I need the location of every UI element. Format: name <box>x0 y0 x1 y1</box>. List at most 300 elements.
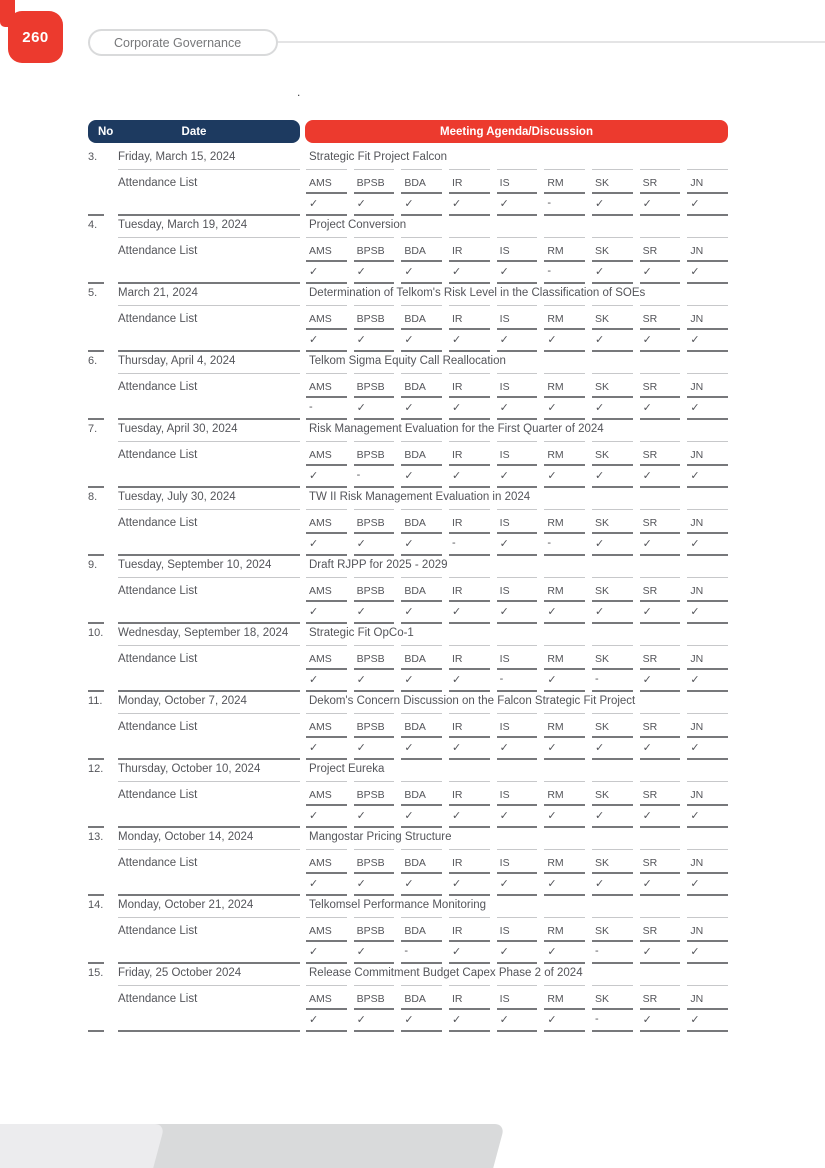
attendee-code: BPSB <box>354 993 395 1010</box>
meeting-block <box>88 149 728 216</box>
present-check-mark: ✓ <box>309 470 319 482</box>
attendance-marks <box>306 806 728 826</box>
separator-seg <box>497 350 538 352</box>
page-number-badge <box>8 11 63 63</box>
attendee-code: IS <box>497 449 538 466</box>
attendee-code: RM <box>544 653 585 670</box>
attendee-code: SR <box>640 245 681 262</box>
separator-seg <box>687 418 728 420</box>
separator-seg <box>306 758 347 760</box>
agenda-underline-seg <box>449 625 490 646</box>
agenda-underline-seg <box>592 761 633 782</box>
separator-seg <box>401 1030 442 1032</box>
agenda-underline-seg <box>592 829 633 850</box>
attendee-code: SR <box>640 653 681 670</box>
present-check-mark: ✓ <box>642 946 652 958</box>
separator-no-seg <box>88 350 104 352</box>
meeting-date: Thursday, October 10, 2024 <box>118 761 300 782</box>
separator-no-seg <box>88 214 104 216</box>
separator-seg <box>640 962 681 964</box>
separator-seg <box>687 962 728 964</box>
separator-seg <box>354 962 395 964</box>
attendee-code: AMS <box>306 653 347 670</box>
separator-gap <box>104 758 118 760</box>
present-check-mark: ✓ <box>595 878 605 890</box>
attendee-codes <box>306 245 728 262</box>
attendee-code: IS <box>497 245 538 262</box>
absent-mark: - <box>499 673 504 685</box>
agenda-underline-seg <box>640 557 681 578</box>
meeting-block <box>88 829 728 896</box>
present-check-mark: ✓ <box>642 878 652 890</box>
present-check-mark: ✓ <box>595 402 605 414</box>
attendee-code: BPSB <box>354 177 395 194</box>
attendee-code: RM <box>544 925 585 942</box>
meeting-agenda: Release Commitment Budget Capex Phase 2 of 2024 <box>309 967 583 979</box>
attendance-header-row <box>88 170 728 194</box>
attendee-code: IR <box>449 449 490 466</box>
separator-seg <box>449 690 490 692</box>
present-check-mark: ✓ <box>404 470 414 482</box>
separator-seg <box>544 690 585 692</box>
attendee-code: AMS <box>306 245 347 262</box>
attendee-code: IS <box>497 585 538 602</box>
separator-agenda-segs <box>306 1030 728 1032</box>
attendee-code: BDA <box>401 449 442 466</box>
agenda-row <box>88 489 728 510</box>
attendance-header-row <box>88 714 728 738</box>
separator-seg <box>306 350 347 352</box>
agenda-row <box>88 353 728 374</box>
separator-agenda-segs <box>306 486 728 488</box>
present-check-mark: ✓ <box>452 606 462 618</box>
agenda-cell <box>306 557 728 578</box>
present-check-mark: ✓ <box>309 198 319 210</box>
attendance-header-row <box>88 374 728 398</box>
meeting-block <box>88 693 728 760</box>
separator-seg <box>640 758 681 760</box>
attendee-code: RM <box>544 993 585 1010</box>
attendee-code: JN <box>687 721 728 738</box>
present-check-mark: ✓ <box>595 606 605 618</box>
stray-mark: . <box>297 85 301 99</box>
agenda-underline-seg <box>449 761 490 782</box>
agenda-cell <box>306 761 728 782</box>
present-check-mark: ✓ <box>547 334 557 346</box>
attendee-codes <box>306 653 728 670</box>
attendee-code: RM <box>544 449 585 466</box>
separator-date-seg <box>118 622 300 624</box>
attendee-code: BDA <box>401 177 442 194</box>
attendee-code: BDA <box>401 857 442 874</box>
present-check-mark: ✓ <box>404 606 414 618</box>
block-separator <box>88 418 728 420</box>
separator-agenda-segs <box>306 758 728 760</box>
attendance-marks-row <box>88 466 728 486</box>
attendee-code: SK <box>592 381 633 398</box>
attendee-codes <box>306 789 728 806</box>
no-spacer <box>88 534 104 554</box>
attendee-code: BPSB <box>354 313 395 330</box>
separator-seg <box>640 350 681 352</box>
attendee-codes <box>306 177 728 194</box>
attendance-marks-row <box>88 806 728 826</box>
separator-agenda-segs <box>306 282 728 284</box>
no-spacer <box>88 806 104 826</box>
attendee-code: SR <box>640 925 681 942</box>
meeting-agenda: Telkomsel Performance Monitoring <box>309 899 487 911</box>
attendee-code: IS <box>497 721 538 738</box>
page-number: 260 <box>22 28 49 46</box>
separator-gap <box>104 1030 118 1032</box>
row-number: 9. <box>88 559 98 571</box>
agenda-row <box>88 761 728 782</box>
agenda-row <box>88 693 728 714</box>
agenda-cell <box>306 217 728 238</box>
present-check-mark: ✓ <box>642 470 652 482</box>
present-check-mark: ✓ <box>690 946 700 958</box>
no-spacer <box>88 738 104 758</box>
date-spacer <box>118 602 300 622</box>
present-check-mark: ✓ <box>547 606 557 618</box>
attendee-code: RM <box>544 585 585 602</box>
date-spacer <box>118 194 300 214</box>
agenda-underline-seg <box>640 285 681 306</box>
separator-seg <box>401 690 442 692</box>
present-check-mark: ✓ <box>356 1014 366 1026</box>
separator-seg <box>497 962 538 964</box>
no-spacer <box>88 942 104 962</box>
attendee-codes <box>306 857 728 874</box>
attendee-code: JN <box>687 925 728 942</box>
present-check-mark: ✓ <box>499 1014 509 1026</box>
separator-seg <box>544 894 585 896</box>
attendee-code: IS <box>497 313 538 330</box>
no-spacer <box>88 466 104 486</box>
agenda-underline-seg <box>497 149 538 170</box>
table-body <box>88 149 728 1032</box>
separator-seg <box>592 1030 633 1032</box>
present-check-mark: ✓ <box>499 266 509 278</box>
present-check-mark: ✓ <box>690 266 700 278</box>
present-check-mark: ✓ <box>547 470 557 482</box>
meeting-agenda: Risk Management Evaluation for the First Quarter of 2024 <box>309 423 604 435</box>
present-check-mark: ✓ <box>690 198 700 210</box>
separator-date-seg <box>118 350 300 352</box>
separator-seg <box>544 826 585 828</box>
attendee-code: AMS <box>306 721 347 738</box>
meeting-date: Tuesday, March 19, 2024 <box>118 217 300 238</box>
agenda-underline-seg <box>544 761 585 782</box>
agenda-underline-seg <box>449 149 490 170</box>
separator-seg <box>354 622 395 624</box>
present-check-mark: ✓ <box>309 334 319 346</box>
attendee-code: IR <box>449 313 490 330</box>
attendee-code: SR <box>640 789 681 806</box>
separator-date-seg <box>118 894 300 896</box>
separator-seg <box>354 758 395 760</box>
attendance-marks-row <box>88 670 728 690</box>
attendee-code: SK <box>592 721 633 738</box>
attendee-code: BPSB <box>354 721 395 738</box>
attendee-code: SR <box>640 381 681 398</box>
agenda-underline-seg <box>640 489 681 510</box>
agenda-underline-seg <box>592 965 633 986</box>
meeting-block <box>88 761 728 828</box>
meeting-date: Wednesday, September 18, 2024 <box>118 625 300 646</box>
present-check-mark: ✓ <box>452 878 462 890</box>
agenda-underline-seg <box>640 625 681 646</box>
agenda-cell <box>306 625 728 646</box>
attendee-code: IR <box>449 381 490 398</box>
attendance-label: Attendance List <box>118 857 198 869</box>
absent-mark: - <box>547 197 551 209</box>
separator-gap <box>104 214 118 216</box>
attendee-code: JN <box>687 585 728 602</box>
present-check-mark: ✓ <box>547 742 557 754</box>
attendance-header-row <box>88 306 728 330</box>
absent-mark: - <box>452 537 456 549</box>
separator-seg <box>401 350 442 352</box>
separator-seg <box>687 282 728 284</box>
separator-agenda-segs <box>306 554 728 556</box>
present-check-mark: ✓ <box>356 742 366 754</box>
agenda-underline-seg <box>401 761 442 782</box>
attendance-label: Attendance List <box>118 721 198 733</box>
separator-seg <box>497 1030 538 1032</box>
present-check-mark: ✓ <box>404 674 414 686</box>
separator-date-seg <box>118 690 300 692</box>
agenda-underline-seg <box>640 421 681 442</box>
agenda-underline-seg <box>401 217 442 238</box>
attendee-code: RM <box>544 857 585 874</box>
separator-seg <box>497 622 538 624</box>
row-number: 15. <box>88 967 104 979</box>
block-separator <box>88 894 728 896</box>
agenda-underline-seg <box>687 149 728 170</box>
present-check-mark: ✓ <box>642 538 652 550</box>
separator-seg <box>401 962 442 964</box>
separator-seg <box>497 894 538 896</box>
present-check-mark: ✓ <box>642 402 652 414</box>
agenda-row <box>88 217 728 238</box>
separator-agenda-segs <box>306 894 728 896</box>
agenda-underline-seg <box>592 149 633 170</box>
meeting-date: Tuesday, July 30, 2024 <box>118 489 300 510</box>
agenda-row <box>88 897 728 918</box>
agenda-row <box>88 625 728 646</box>
present-check-mark: ✓ <box>309 674 319 686</box>
date-spacer <box>118 398 300 418</box>
separator-gap <box>104 826 118 828</box>
block-separator <box>88 826 728 828</box>
attendee-code: IR <box>449 517 490 534</box>
attendance-marks <box>306 1010 728 1030</box>
no-spacer <box>88 398 104 418</box>
separator-seg <box>401 486 442 488</box>
date-spacer <box>118 806 300 826</box>
present-check-mark: ✓ <box>499 198 509 210</box>
attendance-marks-row <box>88 262 728 282</box>
meeting-date: Friday, March 15, 2024 <box>118 149 300 170</box>
separator-seg <box>592 486 633 488</box>
separator-seg <box>449 622 490 624</box>
present-check-mark: ✓ <box>404 1014 414 1026</box>
agenda-underline-seg <box>687 421 728 442</box>
agenda-underline-seg <box>544 557 585 578</box>
attendee-code: AMS <box>306 925 347 942</box>
agenda-underline-seg <box>687 557 728 578</box>
attendee-codes <box>306 721 728 738</box>
attendance-label: Attendance List <box>118 925 198 937</box>
separator-seg <box>592 350 633 352</box>
attendance-label: Attendance List <box>118 993 198 1005</box>
meeting-agenda: Determination of Telkom's Risk Level in the Classification of SOEs <box>309 287 646 299</box>
attendee-code: JN <box>687 313 728 330</box>
attendance-marks <box>306 670 728 690</box>
attendance-marks <box>306 262 728 282</box>
block-separator <box>88 758 728 760</box>
separator-date-seg <box>118 214 300 216</box>
present-check-mark: ✓ <box>595 810 605 822</box>
agenda-cell <box>306 965 728 986</box>
attendee-code: AMS <box>306 857 347 874</box>
meeting-date: Thursday, April 4, 2024 <box>118 353 300 374</box>
attendee-code: AMS <box>306 585 347 602</box>
separator-agenda-segs <box>306 962 728 964</box>
separator-date-seg <box>118 962 300 964</box>
separator-seg <box>687 622 728 624</box>
separator-seg <box>592 894 633 896</box>
present-check-mark: ✓ <box>690 334 700 346</box>
separator-seg <box>306 894 347 896</box>
meeting-date: Monday, October 21, 2024 <box>118 897 300 918</box>
separator-seg <box>449 962 490 964</box>
row-number: 3. <box>88 151 98 163</box>
present-check-mark: ✓ <box>642 198 652 210</box>
separator-no-seg <box>88 758 104 760</box>
attendance-label: Attendance List <box>118 585 198 597</box>
attendee-code: JN <box>687 245 728 262</box>
present-check-mark: ✓ <box>690 606 700 618</box>
agenda-underline-seg <box>687 693 728 714</box>
attendance-header-row <box>88 442 728 466</box>
block-separator <box>88 350 728 352</box>
present-check-mark: ✓ <box>356 606 366 618</box>
attendee-code: BDA <box>401 789 442 806</box>
attendance-marks <box>306 942 728 962</box>
meeting-block <box>88 897 728 964</box>
agenda-underline-seg <box>497 829 538 850</box>
separator-seg <box>354 894 395 896</box>
separator-agenda-segs <box>306 826 728 828</box>
separator-seg <box>449 282 490 284</box>
attendance-header-row <box>88 850 728 874</box>
meeting-date: Friday, 25 October 2024 <box>118 965 300 986</box>
present-check-mark: ✓ <box>595 334 605 346</box>
separator-seg <box>544 418 585 420</box>
absent-mark: - <box>356 469 361 481</box>
separator-seg <box>592 622 633 624</box>
attendee-code: IR <box>449 245 490 262</box>
no-spacer <box>88 1010 104 1030</box>
separator-seg <box>640 690 681 692</box>
date-spacer <box>118 670 300 690</box>
present-check-mark: ✓ <box>404 334 414 346</box>
header-no: No <box>98 125 114 138</box>
attendee-code: AMS <box>306 313 347 330</box>
attendee-code: BDA <box>401 313 442 330</box>
block-separator <box>88 214 728 216</box>
attendee-code: RM <box>544 517 585 534</box>
separator-seg <box>401 826 442 828</box>
separator-gap <box>104 894 118 896</box>
row-number: 4. <box>88 219 98 231</box>
separator-seg <box>449 418 490 420</box>
agenda-underline-seg <box>592 217 633 238</box>
separator-seg <box>544 554 585 556</box>
present-check-mark: ✓ <box>499 538 509 550</box>
separator-no-seg <box>88 622 104 624</box>
date-spacer <box>118 1010 300 1030</box>
separator-seg <box>354 350 395 352</box>
attendee-code: SR <box>640 585 681 602</box>
agenda-underline-seg <box>687 965 728 986</box>
no-spacer <box>88 262 104 282</box>
present-check-mark: ✓ <box>309 266 319 278</box>
attendee-code: IR <box>449 721 490 738</box>
attendance-label: Attendance List <box>118 381 198 393</box>
agenda-underline-seg <box>687 897 728 918</box>
separator-seg <box>306 282 347 284</box>
attendee-code: IR <box>449 585 490 602</box>
attendance-label: Attendance List <box>118 313 198 325</box>
attendee-code: BDA <box>401 585 442 602</box>
attendee-code: SK <box>592 313 633 330</box>
attendee-code: SK <box>592 245 633 262</box>
row-number: 11. <box>88 695 103 707</box>
separator-seg <box>640 418 681 420</box>
separator-seg <box>544 486 585 488</box>
separator-seg <box>449 214 490 216</box>
agenda-underline-seg <box>592 353 633 374</box>
attendee-code: AMS <box>306 449 347 466</box>
present-check-mark: ✓ <box>642 674 652 686</box>
present-check-mark: ✓ <box>595 266 605 278</box>
separator-seg <box>592 690 633 692</box>
present-check-mark: ✓ <box>547 402 557 414</box>
row-number: 10. <box>88 627 104 639</box>
meeting-block <box>88 285 728 352</box>
attendee-code: IS <box>497 381 538 398</box>
attendance-label: Attendance List <box>118 449 198 461</box>
separator-seg <box>306 962 347 964</box>
separator-gap <box>104 486 118 488</box>
block-separator <box>88 486 728 488</box>
separator-seg <box>640 486 681 488</box>
agenda-cell <box>306 829 728 850</box>
attendee-code: AMS <box>306 993 347 1010</box>
separator-seg <box>544 758 585 760</box>
present-check-mark: ✓ <box>690 674 700 686</box>
agenda-underline-seg <box>592 557 633 578</box>
separator-no-seg <box>88 554 104 556</box>
agenda-underline-seg <box>497 625 538 646</box>
attendee-code: BPSB <box>354 517 395 534</box>
present-check-mark: ✓ <box>452 946 462 958</box>
present-check-mark: ✓ <box>452 742 462 754</box>
separator-seg <box>449 350 490 352</box>
